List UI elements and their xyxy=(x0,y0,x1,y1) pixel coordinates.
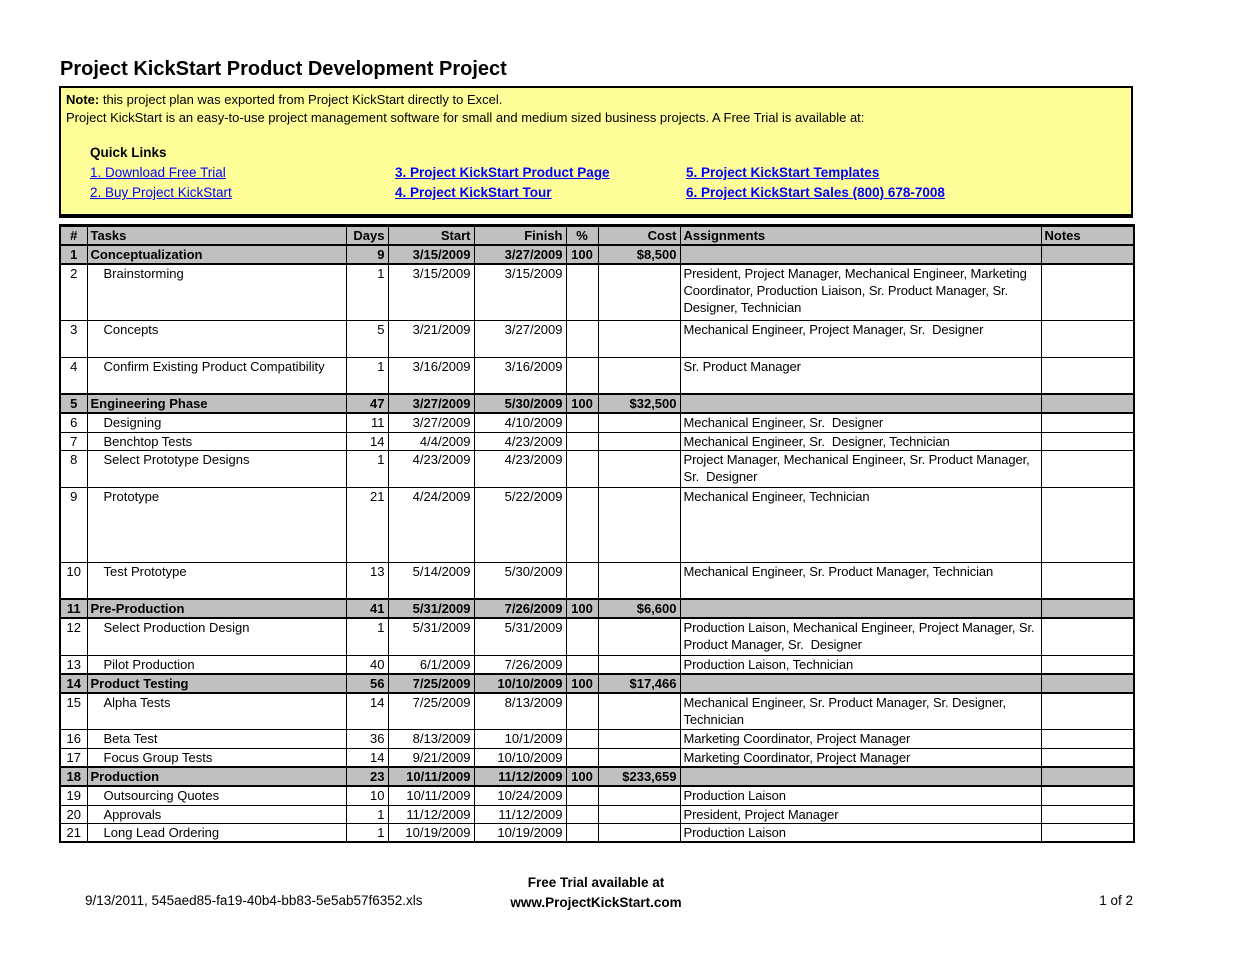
percent-complete xyxy=(566,320,598,357)
notes-cell xyxy=(1041,413,1134,432)
start-date: 7/25/2009 xyxy=(388,693,474,730)
assignments-text: Mechanical Engineer, Project Manager, Sr. Designer xyxy=(680,320,1041,357)
percent-complete: 100 xyxy=(566,394,598,413)
percent-complete xyxy=(566,786,598,805)
assignments-text: Marketing Coordinator, Project Manager xyxy=(680,749,1041,768)
task-name: Pre-Production xyxy=(87,599,346,618)
task-name: Pilot Production xyxy=(87,655,346,674)
header-percent: % xyxy=(566,226,598,246)
percent-complete xyxy=(566,450,598,487)
cost-value xyxy=(598,786,680,805)
assignments-text: Production Laison, Technician xyxy=(680,655,1041,674)
percent-complete xyxy=(566,749,598,768)
percent-complete xyxy=(566,562,598,599)
row-number: 19 xyxy=(60,786,87,805)
task-name: Brainstorming xyxy=(87,264,346,320)
task-name: Prototype xyxy=(87,487,346,562)
finish-date: 5/30/2009 xyxy=(474,394,566,413)
task-name: Test Prototype xyxy=(87,562,346,599)
finish-date: 4/10/2009 xyxy=(474,413,566,432)
phase-summary-row xyxy=(60,245,1134,264)
assignments-text: Mechanical Engineer, Sr. Product Manager, Technician xyxy=(680,562,1041,599)
days-value: 14 xyxy=(346,432,388,450)
cost-value xyxy=(598,730,680,749)
header-assignments: Assignments xyxy=(680,226,1041,246)
phase-summary-row xyxy=(60,599,1134,618)
task-name: Select Production Design xyxy=(87,618,346,655)
notes-cell xyxy=(1041,693,1134,730)
notes-cell xyxy=(1041,599,1134,618)
assignments-text: Mechanical Engineer, Sr. Designer, Technician xyxy=(680,432,1041,450)
assignments-text xyxy=(680,674,1041,693)
task-name: Beta Test xyxy=(87,730,346,749)
notes-cell xyxy=(1041,320,1134,357)
cost-value xyxy=(598,450,680,487)
assignments-text: Sr. Product Manager xyxy=(680,357,1041,394)
link-sales-phone[interactable]: 6. Project KickStart Sales (800) 678-7008 xyxy=(686,185,945,200)
link-tour[interactable]: 4. Project KickStart Tour xyxy=(395,185,552,200)
finish-date: 11/12/2009 xyxy=(474,767,566,786)
task-row xyxy=(60,357,1134,394)
start-date: 10/11/2009 xyxy=(388,786,474,805)
task-name: Concepts xyxy=(87,320,346,357)
days-value: 1 xyxy=(346,450,388,487)
link-buy-project-kickstart[interactable]: 2. Buy Project KickStart xyxy=(90,185,232,200)
percent-complete xyxy=(566,413,598,432)
row-number: 11 xyxy=(60,599,87,618)
days-value: 11 xyxy=(346,413,388,432)
finish-date: 5/22/2009 xyxy=(474,487,566,562)
cost-value xyxy=(598,487,680,562)
row-number: 7 xyxy=(60,432,87,450)
row-number: 12 xyxy=(60,618,87,655)
task-row xyxy=(60,264,1134,320)
task-name: Product Testing xyxy=(87,674,346,693)
assignments-text xyxy=(680,599,1041,618)
assignments-text: Marketing Coordinator, Project Manager xyxy=(680,730,1041,749)
cost-value xyxy=(598,693,680,730)
task-row xyxy=(60,655,1134,674)
task-row xyxy=(60,749,1134,768)
task-name: Approvals xyxy=(87,805,346,823)
row-number: 10 xyxy=(60,562,87,599)
cost-value xyxy=(598,618,680,655)
cost-value xyxy=(598,320,680,357)
assignments-text xyxy=(680,245,1041,264)
task-row xyxy=(60,562,1134,599)
row-number: 5 xyxy=(60,394,87,413)
start-date: 10/11/2009 xyxy=(388,767,474,786)
days-value: 5 xyxy=(346,320,388,357)
assignments-text: President, Project Manager xyxy=(680,805,1041,823)
days-value: 21 xyxy=(346,487,388,562)
row-number: 8 xyxy=(60,450,87,487)
cost-value: $32,500 xyxy=(598,394,680,413)
note-line-1 xyxy=(66,91,1125,109)
task-row xyxy=(60,693,1134,730)
task-name: Conceptualization xyxy=(87,245,346,264)
start-date: 3/27/2009 xyxy=(388,394,474,413)
start-date: 4/4/2009 xyxy=(388,432,474,450)
days-value: 36 xyxy=(346,730,388,749)
percent-complete: 100 xyxy=(566,599,598,618)
start-date: 9/21/2009 xyxy=(388,749,474,768)
days-value: 13 xyxy=(346,562,388,599)
days-value: 14 xyxy=(346,749,388,768)
row-number: 4 xyxy=(60,357,87,394)
cost-value xyxy=(598,805,680,823)
cost-value: $6,600 xyxy=(598,599,680,618)
row-number: 17 xyxy=(60,749,87,768)
percent-complete xyxy=(566,823,598,842)
task-name: Focus Group Tests xyxy=(87,749,346,768)
row-number: 15 xyxy=(60,693,87,730)
days-value: 41 xyxy=(346,599,388,618)
header-number: # xyxy=(60,226,87,246)
row-number: 18 xyxy=(60,767,87,786)
days-value: 10 xyxy=(346,786,388,805)
note-box xyxy=(59,86,1133,218)
finish-date: 10/10/2009 xyxy=(474,674,566,693)
notes-cell xyxy=(1041,562,1134,599)
percent-complete xyxy=(566,618,598,655)
assignments-text xyxy=(680,767,1041,786)
footer-website: www.ProjectKickStart.com xyxy=(510,895,682,910)
project-plan-table xyxy=(59,224,1135,843)
finish-date: 8/13/2009 xyxy=(474,693,566,730)
finish-date: 3/27/2009 xyxy=(474,320,566,357)
finish-date: 3/15/2009 xyxy=(474,264,566,320)
notes-cell xyxy=(1041,357,1134,394)
notes-cell xyxy=(1041,245,1134,264)
percent-complete xyxy=(566,487,598,562)
table-header-row xyxy=(60,226,1134,246)
task-row xyxy=(60,450,1134,487)
task-row xyxy=(60,805,1134,823)
start-date: 7/25/2009 xyxy=(388,674,474,693)
row-number: 6 xyxy=(60,413,87,432)
notes-cell xyxy=(1041,618,1134,655)
percent-complete xyxy=(566,730,598,749)
header-start: Start xyxy=(388,226,474,246)
task-row xyxy=(60,413,1134,432)
cost-value: $17,466 xyxy=(598,674,680,693)
task-row xyxy=(60,618,1134,655)
task-name: Select Prototype Designs xyxy=(87,450,346,487)
note-line-2: Project KickStart is an easy-to-use project management software for small and medium sized business projects. A Free Trial is available at: xyxy=(66,110,865,125)
cost-value xyxy=(598,562,680,599)
finish-date: 4/23/2009 xyxy=(474,432,566,450)
days-value: 47 xyxy=(346,394,388,413)
cost-value xyxy=(598,357,680,394)
cost-value xyxy=(598,655,680,674)
row-number: 13 xyxy=(60,655,87,674)
days-value: 56 xyxy=(346,674,388,693)
header-cost: Cost xyxy=(598,226,680,246)
row-number: 1 xyxy=(60,245,87,264)
task-row xyxy=(60,786,1134,805)
start-date: 4/24/2009 xyxy=(388,487,474,562)
link-templates[interactable]: 5. Project KickStart Templates xyxy=(686,165,880,180)
notes-cell xyxy=(1041,674,1134,693)
start-date: 11/12/2009 xyxy=(388,805,474,823)
phase-summary-row xyxy=(60,674,1134,693)
assignments-text: Production Laison xyxy=(680,786,1041,805)
start-date: 3/15/2009 xyxy=(388,245,474,264)
task-name: Benchtop Tests xyxy=(87,432,346,450)
footer-free-trial-text: Free Trial available at xyxy=(527,875,665,890)
task-name: Long Lead Ordering xyxy=(87,823,346,842)
task-name: Engineering Phase xyxy=(87,394,346,413)
footer-filename: 9/13/2011, 545aed85-fa19-40b4-bb83-5e5ab57f6352.xls xyxy=(85,893,423,908)
finish-date: 10/10/2009 xyxy=(474,749,566,768)
header-finish: Finish xyxy=(474,226,566,246)
notes-cell xyxy=(1041,450,1134,487)
quick-links-title: Quick Links xyxy=(90,145,167,160)
link-download-free-trial[interactable]: 1. Download Free Trial xyxy=(90,165,226,180)
percent-complete xyxy=(566,655,598,674)
finish-date: 11/12/2009 xyxy=(474,805,566,823)
row-number: 3 xyxy=(60,320,87,357)
finish-date: 10/19/2009 xyxy=(474,823,566,842)
phase-summary-row xyxy=(60,394,1134,413)
link-product-page[interactable]: 3. Project KickStart Product Page xyxy=(395,165,610,180)
start-date: 5/31/2009 xyxy=(388,599,474,618)
notes-cell xyxy=(1041,394,1134,413)
start-date: 5/31/2009 xyxy=(388,618,474,655)
finish-date: 3/16/2009 xyxy=(474,357,566,394)
task-name: Outsourcing Quotes xyxy=(87,786,346,805)
days-value: 14 xyxy=(346,693,388,730)
row-number: 20 xyxy=(60,805,87,823)
cost-value: $233,659 xyxy=(598,767,680,786)
start-date: 3/21/2009 xyxy=(388,320,474,357)
header-days: Days xyxy=(346,226,388,246)
cost-value xyxy=(598,264,680,320)
percent-complete xyxy=(566,693,598,730)
days-value: 9 xyxy=(346,245,388,264)
start-date: 8/13/2009 xyxy=(388,730,474,749)
percent-complete xyxy=(566,357,598,394)
finish-date: 5/30/2009 xyxy=(474,562,566,599)
days-value: 23 xyxy=(346,767,388,786)
quick-links xyxy=(90,164,1125,204)
task-row xyxy=(60,823,1134,842)
note-label: Note: xyxy=(66,92,100,107)
notes-cell xyxy=(1041,805,1134,823)
assignments-text: Production Laison xyxy=(680,823,1041,842)
percent-complete: 100 xyxy=(566,674,598,693)
start-date: 10/19/2009 xyxy=(388,823,474,842)
cost-value xyxy=(598,749,680,768)
row-number: 16 xyxy=(60,730,87,749)
header-notes: Notes xyxy=(1041,226,1134,246)
finish-date: 10/24/2009 xyxy=(474,786,566,805)
finish-date: 4/23/2009 xyxy=(474,450,566,487)
cost-value xyxy=(598,432,680,450)
page-title: Project KickStart Product Development Project xyxy=(60,58,507,80)
assignments-text: President, Project Manager, Mechanical Engineer, Marketing Coordinator, Production Liaison, Sr. Product Manager, Sr. Designer, Technician xyxy=(680,264,1041,320)
task-name: Alpha Tests xyxy=(87,693,346,730)
days-value: 1 xyxy=(346,805,388,823)
task-row xyxy=(60,730,1134,749)
percent-complete: 100 xyxy=(566,245,598,264)
assignments-text: Production Laison, Mechanical Engineer, Project Manager, Sr. Product Manager, Sr. Designer xyxy=(680,618,1041,655)
notes-cell xyxy=(1041,786,1134,805)
percent-complete xyxy=(566,264,598,320)
task-name: Designing xyxy=(87,413,346,432)
assignments-text: Mechanical Engineer, Technician xyxy=(680,487,1041,562)
assignments-text: Mechanical Engineer, Sr. Designer xyxy=(680,413,1041,432)
footer-page-number: 1 of 2 xyxy=(1099,893,1133,908)
percent-complete xyxy=(566,805,598,823)
days-value: 40 xyxy=(346,655,388,674)
task-row xyxy=(60,320,1134,357)
assignments-text: Mechanical Engineer, Sr. Product Manager, Sr. Designer, Technician xyxy=(680,693,1041,730)
row-number: 2 xyxy=(60,264,87,320)
task-row xyxy=(60,432,1134,450)
phase-summary-row xyxy=(60,767,1134,786)
note-text: this project plan was exported from Project KickStart directly to Excel. xyxy=(99,92,503,107)
start-date: 3/27/2009 xyxy=(388,413,474,432)
days-value: 1 xyxy=(346,823,388,842)
finish-date: 5/31/2009 xyxy=(474,618,566,655)
days-value: 1 xyxy=(346,357,388,394)
task-name: Confirm Existing Product Compatibility xyxy=(87,357,346,394)
days-value: 1 xyxy=(346,264,388,320)
assignments-text xyxy=(680,394,1041,413)
start-date: 3/16/2009 xyxy=(388,357,474,394)
finish-date: 3/27/2009 xyxy=(474,245,566,264)
finish-date: 10/1/2009 xyxy=(474,730,566,749)
task-row xyxy=(60,487,1134,562)
row-number: 14 xyxy=(60,674,87,693)
start-date: 4/23/2009 xyxy=(388,450,474,487)
notes-cell xyxy=(1041,264,1134,320)
cost-value xyxy=(598,823,680,842)
start-date: 6/1/2009 xyxy=(388,655,474,674)
start-date: 5/14/2009 xyxy=(388,562,474,599)
row-number: 21 xyxy=(60,823,87,842)
notes-cell xyxy=(1041,823,1134,842)
assignments-text: Project Manager, Mechanical Engineer, Sr. Product Manager, Sr. Designer xyxy=(680,450,1041,487)
cost-value: $8,500 xyxy=(598,245,680,264)
header-tasks: Tasks xyxy=(87,226,346,246)
notes-cell xyxy=(1041,487,1134,562)
start-date: 3/15/2009 xyxy=(388,264,474,320)
notes-cell xyxy=(1041,432,1134,450)
days-value: 1 xyxy=(346,618,388,655)
notes-cell xyxy=(1041,749,1134,768)
percent-complete: 100 xyxy=(566,767,598,786)
finish-date: 7/26/2009 xyxy=(474,655,566,674)
row-number: 9 xyxy=(60,487,87,562)
cost-value xyxy=(598,413,680,432)
notes-cell xyxy=(1041,767,1134,786)
finish-date: 7/26/2009 xyxy=(474,599,566,618)
task-name: Production xyxy=(87,767,346,786)
notes-cell xyxy=(1041,730,1134,749)
percent-complete xyxy=(566,432,598,450)
notes-cell xyxy=(1041,655,1134,674)
